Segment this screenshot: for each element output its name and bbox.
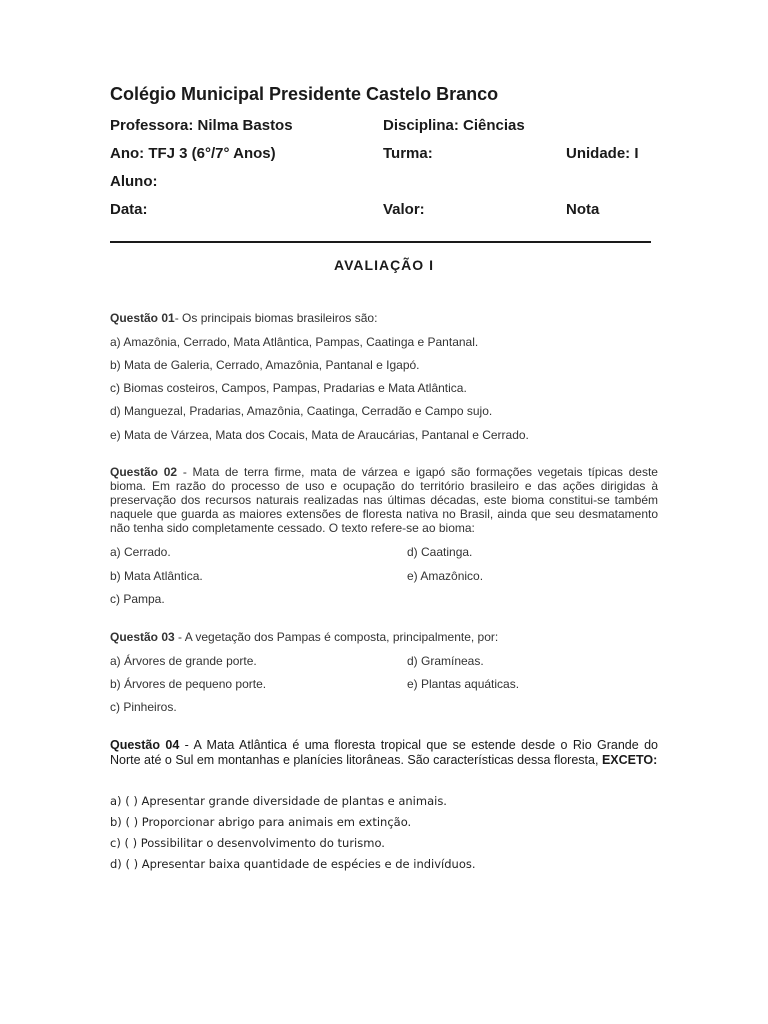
header-row-date (110, 201, 670, 221)
discipline-field: Disciplina: Ciências (383, 117, 525, 134)
question-03-text: - A vegetação dos Pampas é composta, principalmente, por: (174, 630, 499, 644)
question-02-label: Questão 02 (110, 465, 178, 479)
q1-option-e: e) Mata de Várzea, Mata dos Cocais, Mata de Araucárias, Pantanal e Cerrado. (110, 428, 529, 442)
header-row-professor (110, 117, 670, 137)
q2-option-b: b) Mata Atlântica. (110, 569, 203, 583)
q3-option-b: b) Árvores de pequeno porte. (110, 677, 267, 691)
professor-field: Professora: Nilma Bastos (110, 117, 293, 134)
question-01 (110, 311, 377, 325)
q4-option-b: b) ( ) Proporcionar abrigo para animais em extinção. (110, 815, 412, 829)
school-name: Colégio Municipal Presidente Castelo Branco (110, 84, 499, 104)
q3-option-a: a) Árvores de grande porte. (110, 654, 257, 668)
question-03-label: Questão 03 (110, 630, 175, 644)
class-field: Turma: (383, 145, 433, 162)
q2-option-d: d) Caatinga. (407, 545, 473, 559)
grade-field: Nota (566, 201, 600, 218)
unit-field: Unidade: I (566, 145, 639, 162)
question-02-text: - Mata de terra firme, mata de várzea e igapó são formações vegetais típicas deste bioma. Em razão do processo de uso e ocupação do território brasileiro e das ações dirigidas à preservação dos recursos naturais realizadas nas últimas décadas, este bioma constitui-se também naquele que guarda as maiores extensões de floresta nativa no Brasil, ainda que seu desmatamento não tenha sido completamente cessado. O texto refere-se ao bioma: (110, 465, 658, 535)
exam-title: AVALIAÇÃO I (334, 257, 434, 273)
q1-option-d: d) Manguezal, Pradarias, Amazônia, Caatinga, Cerradão e Campo sujo. (110, 404, 493, 418)
question-01-text: - Os principais biomas brasileiros são: (174, 311, 378, 325)
q1-option-b: b) Mata de Galeria, Cerrado, Amazônia, Pantanal e Igapó. (110, 358, 420, 372)
question-03 (110, 630, 498, 644)
year-field: Ano: TFJ 3 (6°/7° Anos) (110, 145, 276, 162)
q4-option-a: a) ( ) Apresentar grande diversidade de plantas e animais. (110, 794, 447, 808)
value-field: Valor: (383, 201, 425, 218)
q3-option-e: e) Plantas aquáticas. (407, 677, 520, 691)
q1-option-a: a) Amazônia, Cerrado, Mata Atlântica, Pampas, Caatinga e Pantanal. (110, 335, 479, 349)
date-field: Data: (110, 201, 148, 218)
q1-option-c: c) Biomas costeiros, Campos, Pampas, Pradarias e Mata Atlântica. (110, 381, 467, 395)
q2-option-a: a) Cerrado. (110, 545, 171, 559)
question-04 (110, 738, 658, 767)
question-02 (110, 465, 658, 535)
header-divider (110, 241, 651, 243)
student-field: Aluno: (110, 173, 158, 190)
q2-option-e: e) Amazônico. (407, 569, 484, 583)
q2-option-c: c) Pampa. (110, 592, 165, 606)
question-04-label: Questão 04 (110, 738, 180, 752)
question-04-text: - A Mata Atlântica é uma floresta tropical que se estende desde o Rio Grande do Norte até o Sul em montanhas e planícies litorâneas. São características dessa floresta, (110, 738, 658, 767)
question-04-except: EXCETO: (601, 752, 658, 767)
header-row-student (110, 173, 670, 193)
q4-option-d: d) ( ) Apresentar baixa quantidade de espécies e de indivíduos. (110, 857, 476, 871)
question-01-label: Questão 01 (110, 311, 175, 325)
q3-option-d: d) Gramíneas. (407, 654, 484, 668)
q4-option-c: c) ( ) Possibilitar o desenvolvimento do turismo. (110, 836, 385, 850)
header-row-year (110, 145, 670, 165)
q3-option-c: c) Pinheiros. (110, 700, 177, 714)
